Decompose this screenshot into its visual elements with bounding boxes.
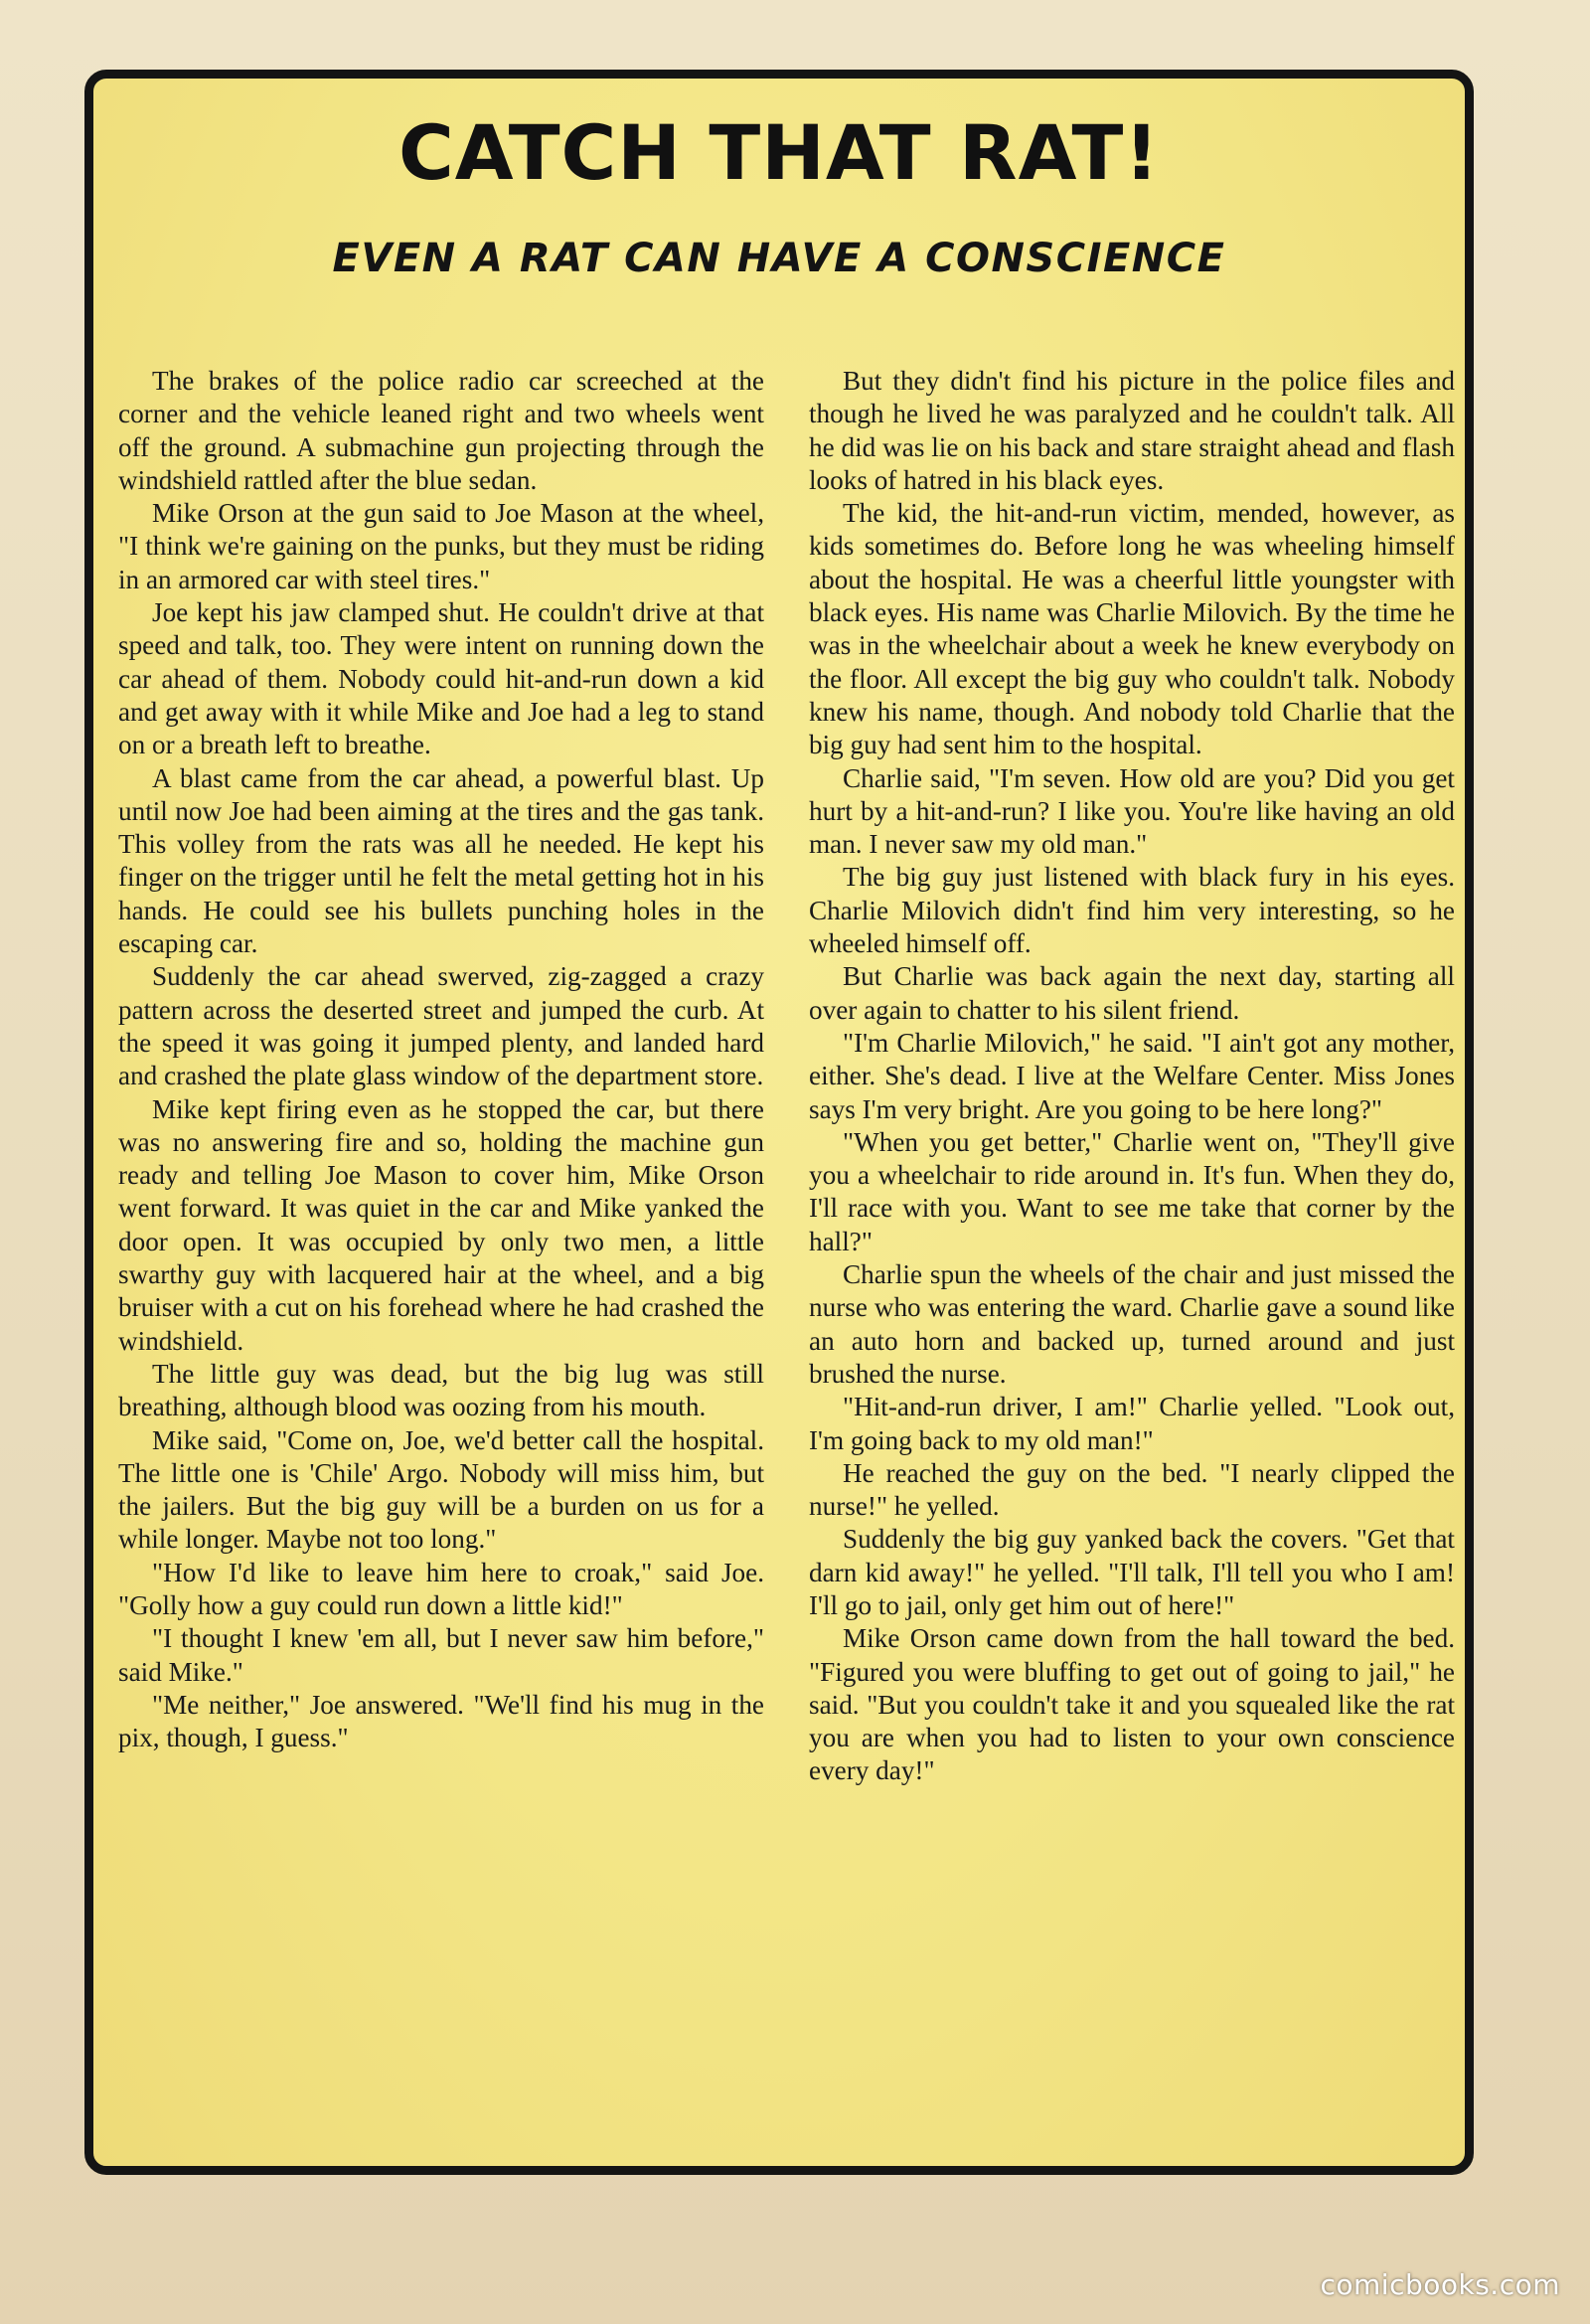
paragraph: "I'm Charlie Milovich," he said. "I ain't got any mother, either. She's dead. I live at the Welfare Center. Miss Jones says I'm very bright. Are you going to be here long?": [809, 1027, 1455, 1124]
paragraph: The little guy was dead, but the big lug was still breathing, although blood was oozing from his mouth.: [118, 1358, 764, 1422]
text-column-right: [809, 365, 1455, 1788]
story-panel: [84, 70, 1474, 2175]
paragraph: The big guy just listened with black fury in his eyes. Charlie Milovich didn't find him very interesting, so he wheeled himself off.: [809, 862, 1455, 959]
paragraph: He reached the guy on the bed. "I nearly clipped the nurse!" he yelled.: [809, 1457, 1455, 1522]
text-column-left: [118, 365, 764, 1754]
paragraph: "How I'd like to leave him here to croak," said Joe. "Golly how a guy could run down a little kid!": [118, 1557, 764, 1620]
story-subtitle: EVEN A RAT CAN HAVE A CONSCIENCE: [332, 236, 1226, 281]
paragraph: Charlie spun the wheels of the chair and just missed the nurse who was entering the ward. Charlie gave a sound like an auto horn and backed up, turned around and just brushed the nurse.: [809, 1259, 1455, 1389]
paragraph: The brakes of the police radio car screeched at the corner and the vehicle leaned right and two wheels went off the ground. A submachine gun projecting through the windshield rattled after the blue sedan.: [118, 366, 764, 495]
paragraph: But Charlie was back again the next day, starting all over again to chatter to his silent friend.: [809, 961, 1455, 1025]
paragraph: Mike said, "Come on, Joe, we'd better call the hospital. The little one is 'Chile' Argo. Nobody will miss him, but the jailers. But the big guy will be a burden on us for a while longer. Maybe not too long.": [118, 1424, 764, 1555]
paragraph: A blast came from the car ahead, a powerful blast. Up until now Joe had been aiming at the tires and the gas tank. This volley from the rats was all he needed. He kept his finger on the trigger until he felt the metal getting hot in his hands. He could see his bullets punching holes in the escaping car.: [118, 762, 764, 959]
paragraph: "Me neither," Joe answered. "We'll find his mug in the pix, though, I guess.": [118, 1689, 764, 1753]
paragraph: Mike Orson came down from the hall toward the bed. "Figured you were bluffing to get out of going to jail," he said. "But you couldn't take it and you squealed like the rat you are when you had to listen to your own conscience every day!": [809, 1623, 1455, 1786]
paragraph: Suddenly the big guy yanked back the covers. "Get that darn kid away!" he yelled. "I'll talk, I'll tell you who I am! I'll go to jail, only get him out of here!": [809, 1524, 1455, 1620]
paragraph: "Hit-and-run driver, I am!" Charlie yelled. "Look out, I'm going back to my old man!": [809, 1392, 1455, 1455]
site-watermark: comicbooks.com: [1320, 2268, 1560, 2301]
paragraph: Charlie said, "I'm seven. How old are you? Did you get hurt by a hit-and-run? I like you. You're like having an old man. I never saw my old man.": [809, 762, 1455, 860]
paragraph: But they didn't find his picture in the police files and though he lived he was paralyzed and he couldn't talk. All he did was lie on his back and stare straight ahead and flash looks of hatred in his black eyes.: [809, 366, 1455, 495]
paragraph: Mike kept firing even as he stopped the car, but there was no answering fire and so, holding the machine gun ready and telling Joe Mason to cover him, Mike Orson went forward. It was quiet in the car and Mike yanked the door open. It was occupied by only two men, a little swarthy guy with lacquered hair at the wheel, and a big bruiser with a cut on his forehead where he had crashed the windshield.: [118, 1093, 764, 1356]
story-title: CATCH THAT RAT!: [398, 108, 1160, 197]
paragraph: "When you get better," Charlie went on, "They'll give you a wheelchair to ride around in. It's fun. When they do, I'll race with you. Want to see me take that corner by the hall?": [809, 1126, 1455, 1256]
paragraph: Mike Orson at the gun said to Joe Mason at the wheel, "I think we're gaining on the punks, but they must be riding in an armored car with steel tires.": [118, 498, 764, 594]
paragraph: The kid, the hit-and-run victim, mended, however, as kids sometimes do. Before long he was wheeling himself about the hospital. He was a cheerful little youngster with black eyes. His name was Charlie Milovich. By the time he was in the wheelchair about a week he knew everybody on the floor. All except the big guy who couldn't talk. Nobody knew his name, though. And nobody told Charlie that the big guy had sent him to the hospital.: [809, 498, 1455, 760]
paragraph: Joe kept his jaw clamped shut. He couldn't drive at that speed and talk, too. They were intent on running down the car ahead of them. Nobody could hit-and-run down a kid and get away with it while Mike and Joe had a leg to stand on or a breath left to breathe.: [118, 597, 764, 760]
paragraph: Suddenly the car ahead swerved, zig-zagged a crazy pattern across the deserted street and jumped the curb. At the speed it was going it jumped plenty, and landed hard and crashed the plate glass window of the department store.: [118, 961, 764, 1091]
paragraph: "I thought I knew 'em all, but I never saw him before," said Mike.": [118, 1623, 764, 1687]
